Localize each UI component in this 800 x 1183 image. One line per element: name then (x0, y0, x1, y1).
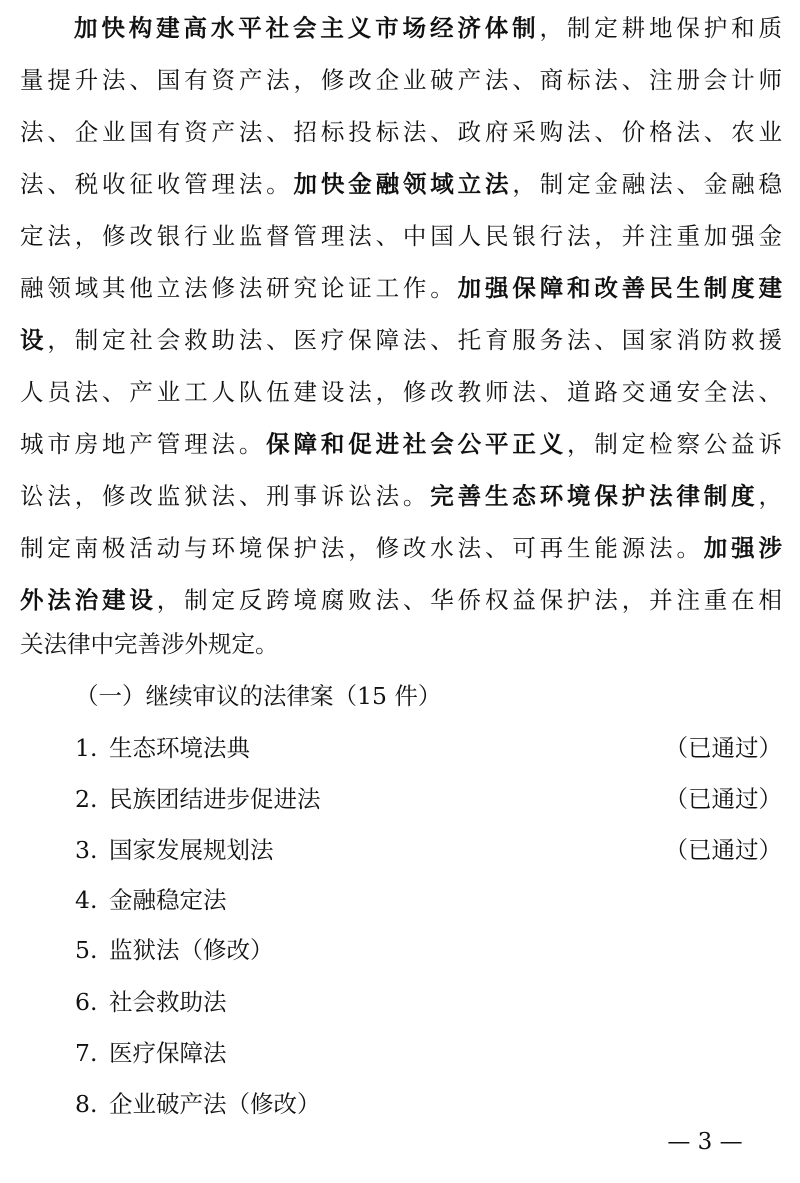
item-number: 3. (75, 836, 98, 864)
item-number: 2. (75, 785, 98, 813)
text-segment: 法、企业国有资产法、招标投标法、政府采购法、价格法、农业 (20, 118, 782, 146)
paragraph-line (20, 164, 782, 204)
item-name: 国家发展规划法 (109, 836, 274, 864)
bold-text-segment: 加强涉 (703, 534, 783, 562)
item-name: 生态环境法典 (109, 734, 250, 762)
item-number: 5. (75, 936, 98, 964)
text-segment: ，制定金融法、金融稳 (512, 170, 783, 198)
paragraph-line (20, 320, 782, 360)
paragraph-line (20, 624, 782, 664)
text-segment: ，制定耕地保护和质 (539, 14, 783, 42)
list-item (75, 982, 782, 1022)
paragraph-line (20, 216, 782, 256)
bold-text-segment: 外法治建设 (20, 586, 157, 614)
item-name: 社会救助法 (109, 988, 227, 1016)
list-item (75, 728, 782, 768)
bold-text-segment: 加强保障和改善民生制度建 (457, 274, 783, 302)
list-item (75, 1084, 782, 1124)
paragraph-line (20, 112, 782, 152)
list-item (75, 830, 782, 870)
item-name: 医疗保障法 (109, 1039, 227, 1067)
item-number: 1. (75, 734, 98, 762)
text-segment: ，制定检察公益诉 (567, 430, 783, 458)
bold-text-segment: 加快构建高水平社会主义市场经济体制 (74, 14, 540, 42)
bold-text-segment: 设 (20, 326, 48, 354)
list-item (75, 930, 782, 970)
item-number: 7. (75, 1039, 98, 1067)
paragraph-line (20, 580, 782, 620)
item-number: 8. (75, 1090, 98, 1118)
text-segment: 量提升法、国有资产法，修改企业破产法、商标法、注册会计师 (20, 66, 782, 94)
item-name: 企业破产法（修改） (109, 1090, 321, 1118)
text-segment: 定法，修改银行业监督管理法、中国人民银行法，并注重加强金 (20, 222, 782, 250)
paragraph-line (74, 8, 782, 48)
text-segment: 人员法、产业工人队伍建设法，修改教师法、道路交通安全法、 (20, 378, 782, 406)
item-name: 金融稳定法 (109, 886, 227, 914)
text-segment: ，制定反跨境腐败法、华侨权益保护法，并注重在相 (156, 586, 783, 614)
bold-text-segment: 完善生态环境保护法律制度 (430, 482, 759, 510)
item-number: 4. (75, 886, 98, 914)
paragraph-line (20, 476, 782, 516)
item-number: 6. (75, 988, 98, 1016)
item-status: （已通过） (664, 836, 782, 864)
text-segment: 城市房地产管理法。 (20, 430, 267, 458)
paragraph-line (20, 528, 782, 568)
text-segment: 讼法，修改监狱法、刑事诉讼法。 (20, 482, 431, 510)
bold-text-segment: 加快金融领域立法 (293, 170, 513, 198)
text-segment: 融领域其他立法修法研究论证工作。 (20, 274, 458, 302)
text-segment: 制定南极活动与环境保护法，修改水法、可再生能源法。 (20, 534, 704, 562)
item-status: （已通过） (664, 785, 782, 813)
paragraph-line (20, 60, 782, 100)
text-segment: ， (758, 482, 783, 510)
item-status: （已通过） (664, 734, 782, 762)
paragraph-line (20, 268, 782, 308)
item-name: 民族团结进步促进法 (109, 785, 321, 813)
text-segment: 法、税收征收管理法。 (20, 170, 294, 198)
paragraph-line (20, 372, 782, 412)
list-item (75, 880, 782, 920)
paragraph-line (20, 424, 782, 464)
item-name: 监狱法（修改） (109, 936, 274, 964)
section-heading: （一）继续审议的法律案（15 件） (75, 682, 442, 710)
bold-text-segment: 保障和促进社会公平正义 (266, 430, 568, 458)
text-segment: ，制定社会救助法、医疗保障法、托育服务法、国家消防救援 (47, 326, 783, 354)
text-segment: 关法律中完善涉外规定。 (20, 630, 279, 658)
page-number: — 3 — (667, 1129, 743, 1155)
list-item (75, 1033, 782, 1073)
list-item (75, 779, 782, 819)
